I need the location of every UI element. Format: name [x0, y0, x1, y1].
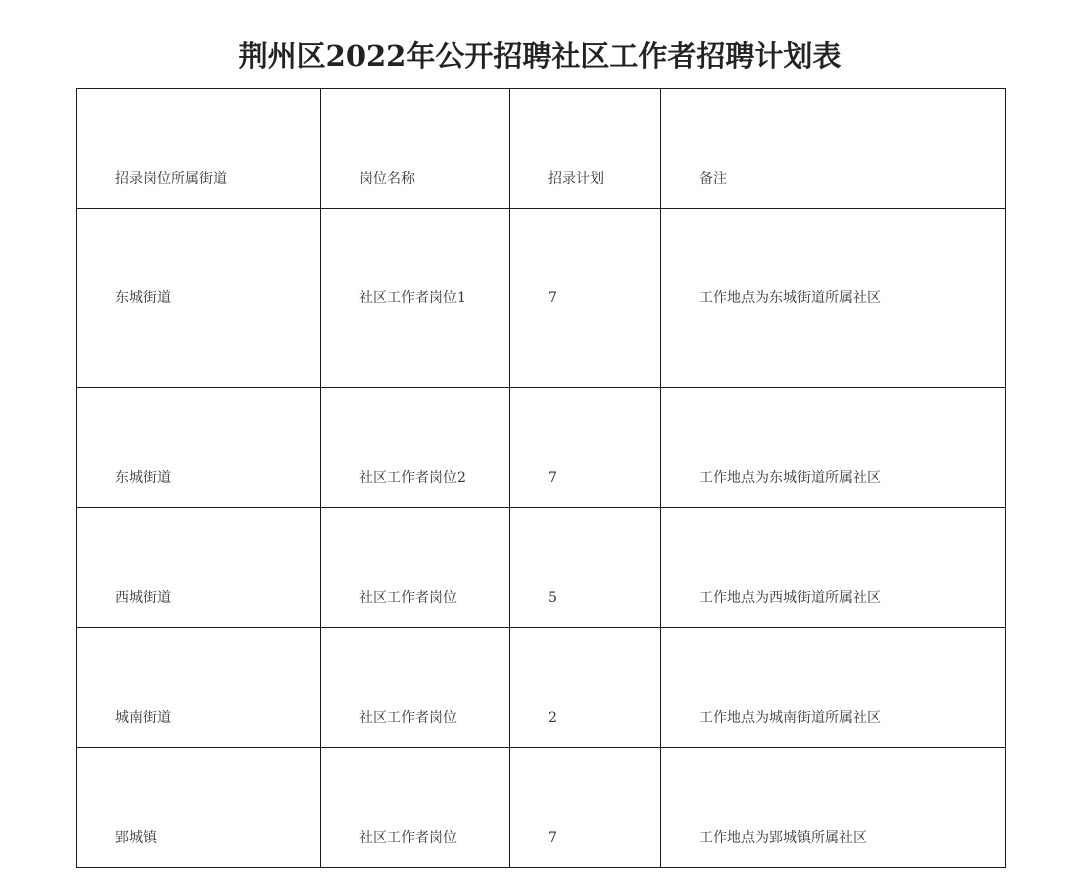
cell-street: 郢城镇 [77, 748, 321, 868]
cell-plan-count: 7 [510, 388, 661, 508]
cell-remarks: 工作地点为东城街道所属社区 [661, 209, 1006, 388]
cell-plan-count: 7 [510, 748, 661, 868]
cell-remarks: 工作地点为城南街道所属社区 [661, 628, 1006, 748]
header-position: 岗位名称 [321, 89, 510, 209]
header-remarks: 备注 [661, 89, 1006, 209]
cell-position: 社区工作者岗位 [321, 748, 510, 868]
cell-position: 社区工作者岗位2 [321, 388, 510, 508]
cell-position: 社区工作者岗位 [321, 628, 510, 748]
cell-street: 西城街道 [77, 508, 321, 628]
cell-street: 东城街道 [77, 209, 321, 388]
cell-remarks: 工作地点为东城街道所属社区 [661, 388, 1006, 508]
header-plan-count: 招录计划 [510, 89, 661, 209]
cell-plan-count: 7 [510, 209, 661, 388]
table-row [77, 388, 1006, 508]
cell-plan-count: 5 [510, 508, 661, 628]
cell-remarks: 工作地点为西城街道所属社区 [661, 508, 1006, 628]
cell-position: 社区工作者岗位 [321, 508, 510, 628]
header-street: 招录岗位所属街道 [77, 89, 321, 209]
table-row [77, 628, 1006, 748]
cell-street: 东城街道 [77, 388, 321, 508]
table-row [77, 748, 1006, 868]
page-title: 荆州区2022年公开招聘社区工作者招聘计划表 [238, 39, 842, 73]
cell-position: 社区工作者岗位1 [321, 209, 510, 388]
recruitment-plan-table [76, 88, 1006, 868]
cell-remarks: 工作地点为郢城镇所属社区 [661, 748, 1006, 868]
cell-street: 城南街道 [77, 628, 321, 748]
table-header-row [77, 89, 1006, 209]
table-row [77, 508, 1006, 628]
cell-plan-count: 2 [510, 628, 661, 748]
table-row [77, 209, 1006, 388]
